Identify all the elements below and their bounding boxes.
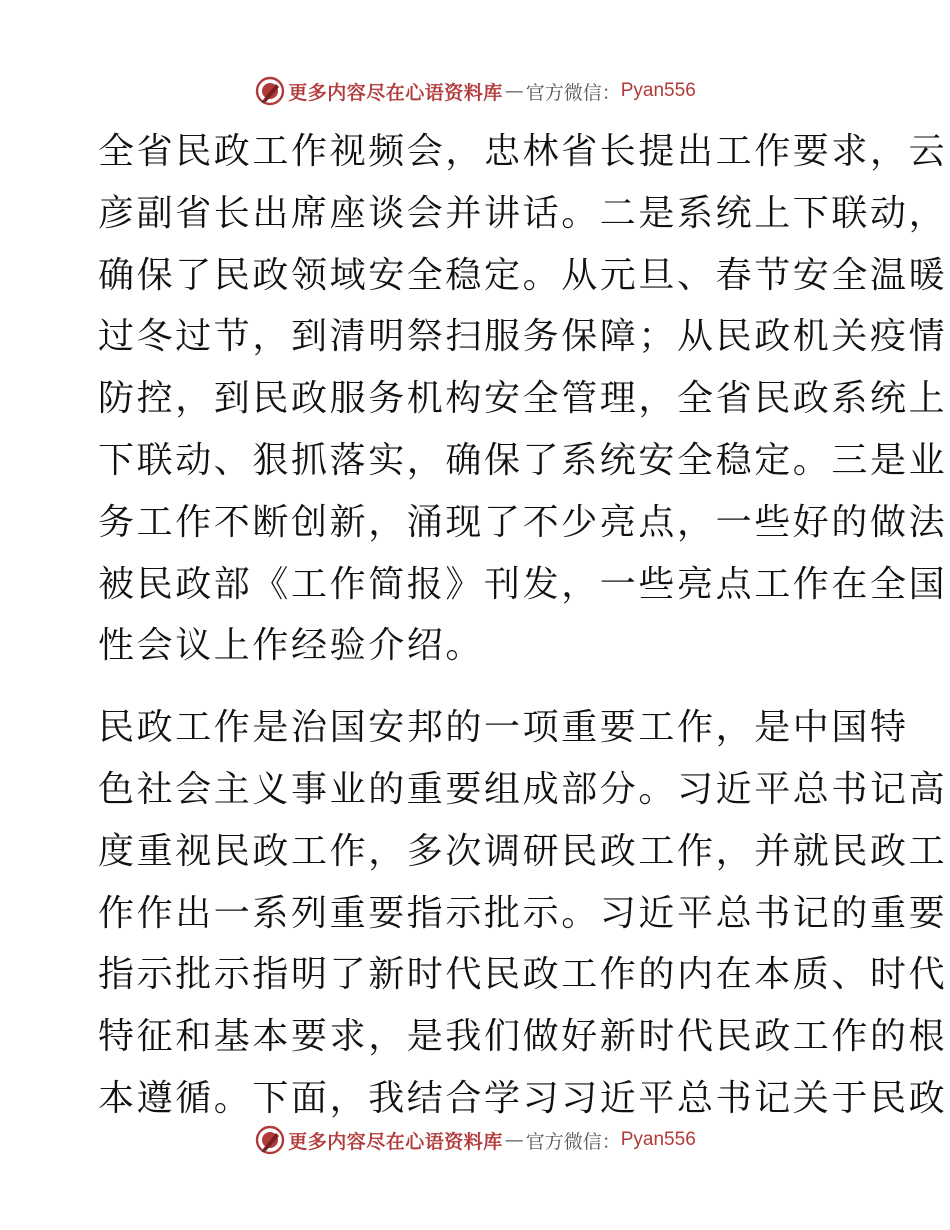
text-line: 民政工作是治国安邦的一项重要工作，是中国特 (98, 707, 909, 749)
text-line: 确保了民政领域安全稳定。从元旦、春节安全温暖 (98, 254, 948, 296)
banner-highlight-text: 更多内容尽在心语资料库 (288, 1130, 503, 1153)
banner-label: 官方微信： (525, 1130, 621, 1153)
text-line: 防控，到民政服务机构安全管理，全省民政系统上 (98, 378, 948, 420)
text-line: 被民政部《工作简报》刊发，一些亮点工作在全国 (98, 563, 948, 605)
footer-banner (0, 1123, 950, 1157)
text-line: 作作出一系列重要指示批示。习近平总书记的重要 (98, 892, 948, 934)
text-line: 过冬过节，到清明祭扫服务保障；从民政机关疫情 (98, 316, 948, 358)
banner-account-id: Pyan556 (620, 80, 696, 101)
text-line: 务工作不断创新，涌现了不少亮点，一些好的做法 (98, 501, 948, 543)
paragraph-1 (98, 121, 948, 677)
text-line: 性会议上作经验介绍。 (98, 625, 485, 667)
document-body (98, 121, 948, 1130)
text-line: 特征和基本要求，是我们做好新时代民政工作的根 (98, 1016, 948, 1058)
banner-label: 官方微信： (525, 81, 621, 104)
banner-dash: — (504, 1129, 524, 1151)
text-line: 度重视民政工作，多次调研民政工作，并就民政工 (98, 830, 948, 872)
text-line: 本遵循。下面，我结合学习习近平总书记关于民政 (98, 1077, 948, 1119)
paragraph-2 (98, 697, 948, 1130)
text-line: 彦副省长出席座谈会并讲话。二是系统上下联动， (98, 192, 948, 234)
text-line: 指示批示指明了新时代民政工作的内在本质、时代 (98, 954, 948, 996)
text-line: 全省民政工作视频会，忠林省长提出工作要求，云 (98, 131, 948, 172)
banner-highlight-text: 更多内容尽在心语资料库 (288, 81, 503, 104)
text-line: 色社会主义事业的重要组成部分。习近平总书记高 (98, 768, 948, 810)
text-line: 下联动、狠抓落实，确保了系统安全稳定。三是业 (98, 439, 948, 481)
pen-badge-icon (254, 1124, 286, 1156)
banner-account-id: Pyan556 (620, 1129, 696, 1150)
banner-dash: — (504, 80, 524, 102)
pen-badge-icon (254, 75, 286, 107)
header-banner (0, 74, 950, 108)
